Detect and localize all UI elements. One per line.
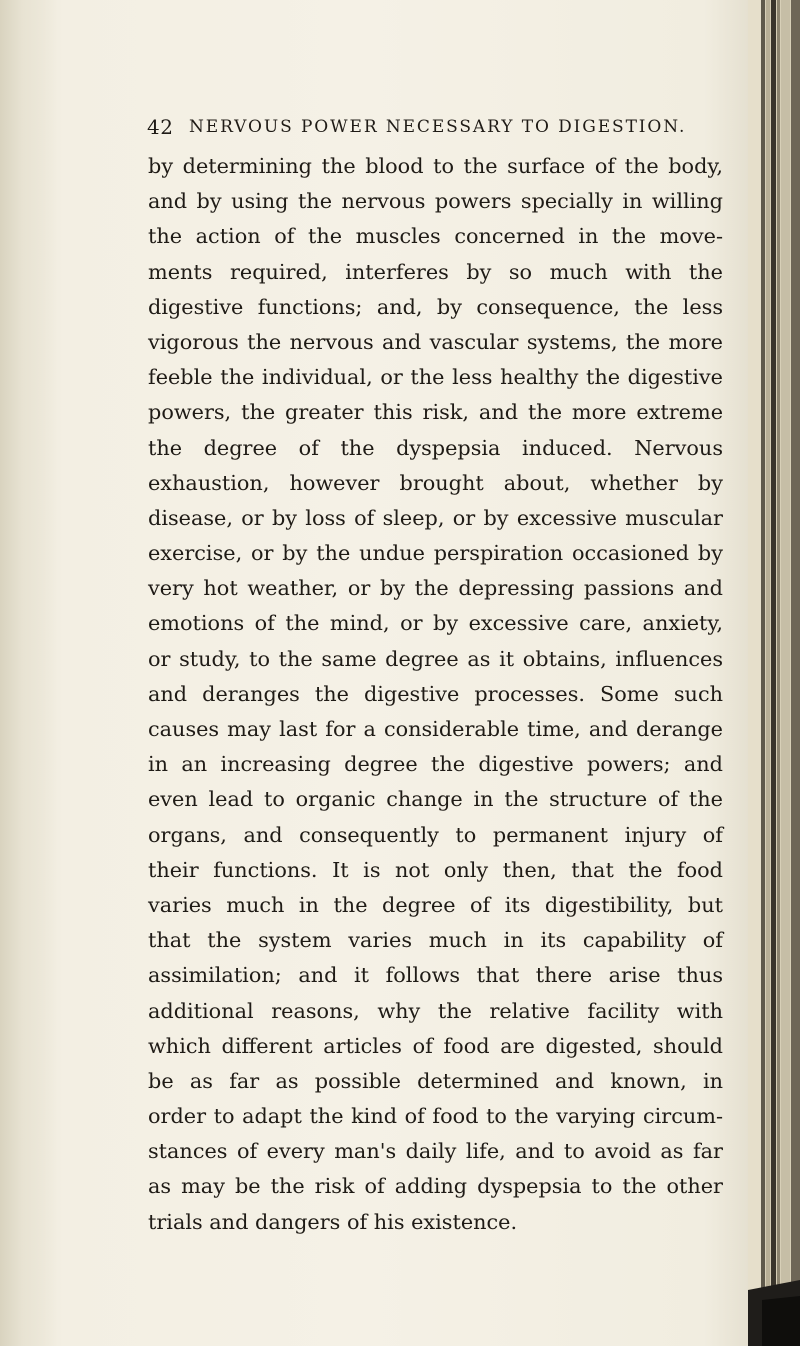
text-line: their functions. It is not only then, that the food bbox=[148, 857, 723, 882]
text-line: the degree of the dyspepsia induced. Nervous bbox=[148, 435, 723, 460]
text-line: vigorous the nervous and vascular systems, the more bbox=[148, 329, 723, 354]
text-line: by determining the blood to the surface of the body, bbox=[148, 154, 723, 178]
text-line: emotions of the mind, or by excessive care, anxiety, bbox=[148, 611, 723, 636]
text-line: as may be the risk of adding dyspepsia to the other bbox=[148, 1174, 723, 1199]
text-line: that the system varies much in its capability of bbox=[148, 928, 723, 953]
text-line: ments required, interferes by so much with the bbox=[148, 259, 723, 284]
binding-edge-graphic bbox=[748, 0, 800, 1346]
text-line: digestive functions; and, by consequence, the less bbox=[148, 294, 723, 319]
page-edge-binding bbox=[748, 0, 800, 1346]
text-line: and deranges the digestive processes. Some such bbox=[148, 681, 723, 706]
text-line: organs, and consequently to permanent injury of bbox=[148, 822, 723, 847]
text-line: the action of the muscles concerned in the move- bbox=[148, 224, 723, 249]
running-header bbox=[147, 113, 707, 141]
text-line: varies much in the degree of its digestibility, but bbox=[148, 892, 723, 917]
page-gutter-shadow bbox=[0, 0, 58, 1346]
text-line: very hot weather, or by the depressing passions and bbox=[148, 576, 723, 601]
text-line: stances of every man's daily life, and to avoid as far bbox=[148, 1139, 723, 1164]
text-line: even lead to organic change in the structure of the bbox=[148, 787, 723, 812]
text-line: order to adapt the kind of food to the varying circum- bbox=[148, 1104, 723, 1129]
text-line: or study, to the same degree as it obtains, influences bbox=[148, 646, 723, 671]
text-line: and by using the nervous powers specially in willing bbox=[148, 189, 723, 214]
running-title: NERVOUS POWER NECESSARY TO DIGESTION. bbox=[189, 117, 687, 137]
body-text bbox=[148, 149, 723, 1240]
text-line: additional reasons, why the relative facility with bbox=[148, 998, 723, 1023]
page-number: 42 bbox=[147, 115, 174, 139]
text-line: feeble the individual, or the less healthy the digestive bbox=[148, 365, 723, 390]
text-line: assimilation; and it follows that there arise thus bbox=[148, 963, 723, 988]
text-line: in an increasing degree the digestive powers; and bbox=[148, 752, 723, 777]
text-line: trials and dangers of his existence. bbox=[148, 1209, 518, 1234]
text-line: exhaustion, however brought about, whether by bbox=[148, 470, 723, 495]
text-line: be as far as possible determined and known, in bbox=[148, 1068, 723, 1093]
text-line: exercise, or by the undue perspiration occasioned by bbox=[148, 541, 723, 566]
text-line: powers, the greater this risk, and the more extreme bbox=[148, 400, 723, 425]
text-line: which different articles of food are digested, should bbox=[148, 1033, 723, 1058]
text-line: disease, or by loss of sleep, or by excessive muscular bbox=[148, 505, 723, 530]
text-line: causes may last for a considerable time, and derange bbox=[148, 717, 723, 741]
